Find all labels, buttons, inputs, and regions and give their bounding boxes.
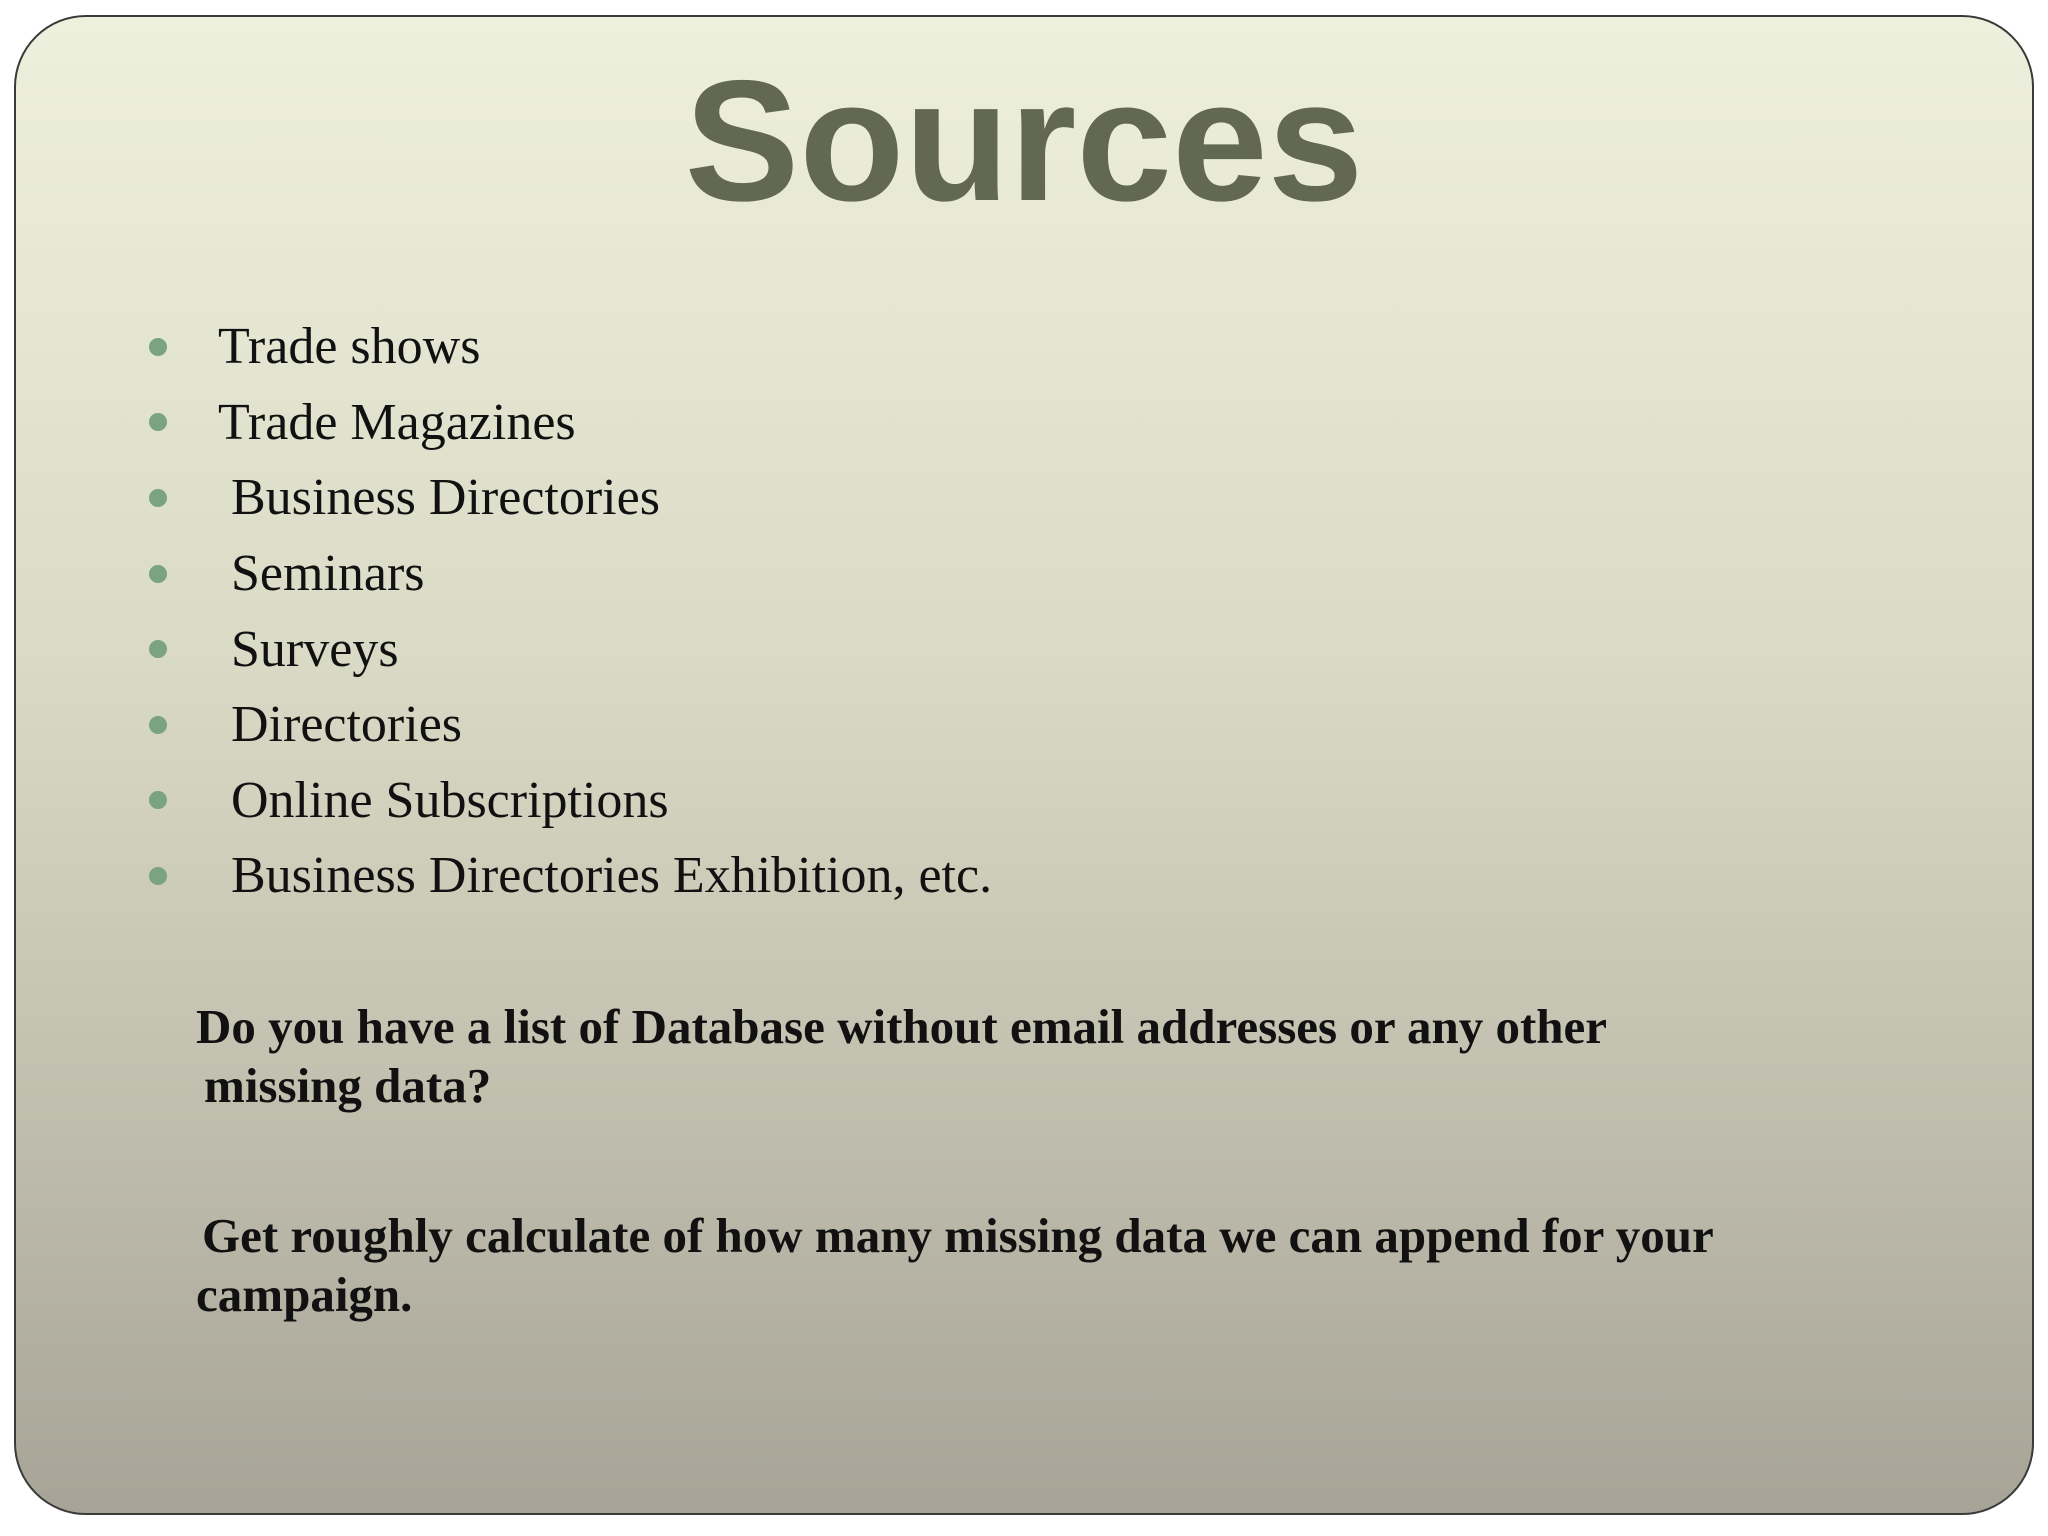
bullet-text: Directories	[231, 696, 463, 754]
bullet-icon	[149, 489, 167, 507]
bullet-text: Surveys	[231, 620, 399, 678]
question-line-2: missing data?	[204, 1058, 492, 1113]
bullet-icon	[149, 640, 167, 658]
slide	[14, 15, 2034, 1515]
bullet-text: Online Subscriptions	[231, 771, 669, 829]
offer-paragraph	[196, 1206, 1714, 1324]
bullet-text: Trade shows	[218, 318, 481, 376]
bullet-text: Business Directories Exhibition, etc.	[231, 847, 993, 905]
bullet-icon	[149, 338, 167, 356]
bullet-text: Business Directories	[231, 469, 660, 527]
question-line-1: Do you have a list of Database without email addresses or any other	[196, 999, 1608, 1054]
bullet-text: Seminars	[231, 545, 425, 603]
bullet-text: Trade Magazines	[218, 393, 576, 451]
bullet-icon	[149, 565, 167, 583]
bullet-icon	[149, 413, 167, 431]
slide-title: Sources	[684, 45, 1364, 237]
bullet-icon	[149, 716, 167, 734]
offer-line-2: campaign.	[196, 1267, 413, 1322]
bullet-icon	[149, 791, 167, 809]
offer-line-1: Get roughly calculate of how many missing data we can append for your	[202, 1208, 1714, 1263]
question-paragraph	[196, 997, 1607, 1115]
bullet-icon	[149, 867, 167, 885]
